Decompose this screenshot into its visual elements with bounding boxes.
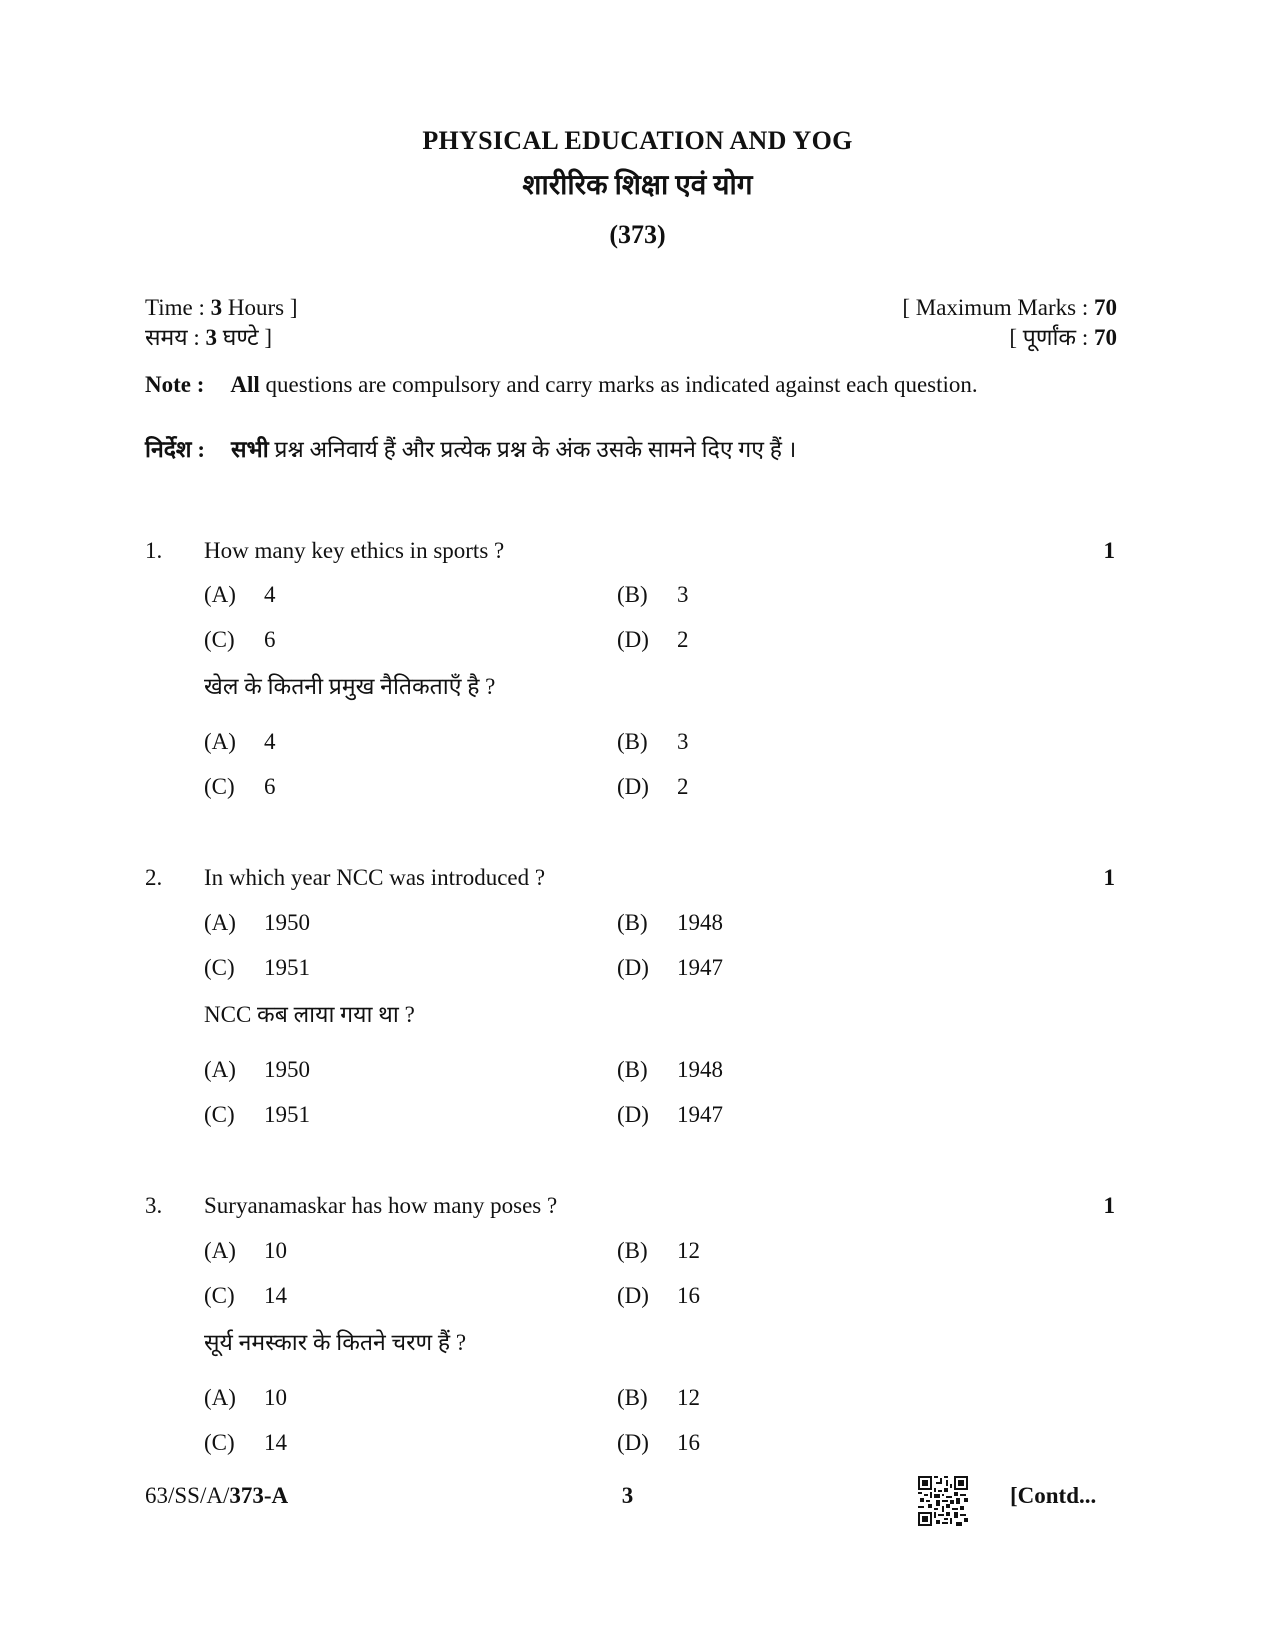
question-text-hindi: NCC कब लाया गया था ? (204, 1002, 415, 1027)
time-hindi-value: 3 (205, 325, 218, 350)
question-text: How many key ethics in sports ? (204, 538, 505, 563)
option-letter: (A) (204, 1057, 236, 1082)
option-letter: (D) (617, 1430, 649, 1455)
option-value: 12 (677, 1385, 700, 1410)
option-value: 6 (264, 774, 276, 799)
option-letter: (C) (204, 1430, 235, 1455)
option-value: 14 (264, 1283, 287, 1308)
option-letter: (C) (204, 627, 235, 652)
time-hindi-unit: घण्टे ] (217, 325, 273, 350)
option-letter: (B) (617, 1385, 648, 1410)
option-letter: (C) (204, 774, 235, 799)
qr-code-icon (918, 1476, 968, 1526)
question-marks: 1 (1103, 865, 1115, 890)
note-label: Note : (145, 372, 205, 397)
option-value: 16 (677, 1430, 700, 1455)
option-letter: (D) (617, 1283, 649, 1308)
question-number: 3. (145, 1193, 163, 1218)
option-value: 4 (264, 582, 276, 607)
option-value: 10 (264, 1385, 287, 1410)
max-marks-line-hindi (1009, 326, 1117, 349)
time-line (145, 296, 298, 319)
option-letter: (C) (204, 955, 235, 980)
option-value: 1947 (677, 1102, 723, 1127)
question-marks: 1 (1103, 538, 1115, 563)
option-value: 10 (264, 1238, 287, 1263)
option-letter: (D) (617, 955, 649, 980)
option-letter: (B) (617, 910, 648, 935)
option-value: 1950 (264, 910, 310, 935)
option-letter: (B) (617, 1057, 648, 1082)
option-value: 3 (677, 729, 689, 754)
max-marks-label: [ Maximum Marks : (902, 295, 1094, 320)
option-value: 1951 (264, 1102, 310, 1127)
paper-code-prefix: 63/SS/A/ (145, 1483, 230, 1508)
continued-label: [Contd... (1010, 1483, 1097, 1508)
page-title-hindi: शारीरिक शिक्षा एवं योग (522, 170, 753, 201)
time-label: Time : (145, 295, 211, 320)
option-value: 12 (677, 1238, 700, 1263)
max-marks-hindi-value: 70 (1094, 325, 1117, 350)
time-line-hindi (145, 326, 272, 349)
note-line (145, 373, 978, 396)
option-letter: (A) (204, 1385, 236, 1410)
max-marks-hindi-label: [ पूर्णांक : (1009, 325, 1094, 350)
note-hindi-text: प्रश्न अनिवार्य हैं और प्रत्येक प्रश्न के अंक उसके सामने दिए गए हैं । (268, 437, 797, 462)
option-letter: (A) (204, 910, 236, 935)
option-value: 4 (264, 729, 276, 754)
question-marks: 1 (1103, 1193, 1115, 1218)
question-number: 2. (145, 865, 163, 890)
question-text-hindi: सूर्य नमस्कार के कितने चरण हैं ? (204, 1330, 467, 1355)
note-text: questions are compulsory and carry marks as indicated against each question. (259, 372, 978, 397)
max-marks-line (902, 296, 1117, 319)
time-value: 3 (210, 295, 223, 320)
option-letter: (A) (204, 1238, 236, 1263)
option-letter: (B) (617, 729, 648, 754)
option-letter: (A) (204, 729, 236, 754)
option-letter: (A) (204, 582, 236, 607)
option-letter: (D) (617, 774, 649, 799)
question-text: In which year NCC was introduced ? (204, 865, 546, 890)
option-letter: (D) (617, 627, 649, 652)
option-value: 1951 (264, 955, 310, 980)
time-unit: Hours ] (222, 295, 298, 320)
option-value: 2 (677, 627, 689, 652)
question-text-hindi: खेल के कितनी प्रमुख नैतिकताएँ है ? (204, 674, 496, 699)
option-value: 14 (264, 1430, 287, 1455)
question-number: 1. (145, 538, 163, 563)
note-hindi-label: निर्देश : (145, 437, 205, 462)
max-marks-value: 70 (1094, 295, 1117, 320)
option-value: 6 (264, 627, 276, 652)
note-bold-word: All (230, 372, 260, 397)
option-letter: (C) (204, 1283, 235, 1308)
note-line-hindi (145, 438, 796, 461)
option-value: 1947 (677, 955, 723, 980)
subject-code: (373) (609, 220, 666, 249)
page-title: PHYSICAL EDUCATION AND YOG (422, 126, 853, 155)
time-hindi-label: समय : (145, 325, 206, 350)
option-letter: (D) (617, 1102, 649, 1127)
option-letter: (B) (617, 582, 648, 607)
page-number: 3 (621, 1483, 634, 1508)
option-value: 1950 (264, 1057, 310, 1082)
note-hindi-bold-word: सभी (230, 437, 269, 462)
option-value: 2 (677, 774, 689, 799)
option-value: 16 (677, 1283, 700, 1308)
question-text: Suryanamaskar has how many poses ? (204, 1193, 558, 1218)
option-value: 1948 (677, 1057, 723, 1082)
option-letter: (C) (204, 1102, 235, 1127)
option-value: 3 (677, 582, 689, 607)
option-letter: (B) (617, 1238, 648, 1263)
option-value: 1948 (677, 910, 723, 935)
paper-code-bold: 373-A (229, 1483, 289, 1508)
